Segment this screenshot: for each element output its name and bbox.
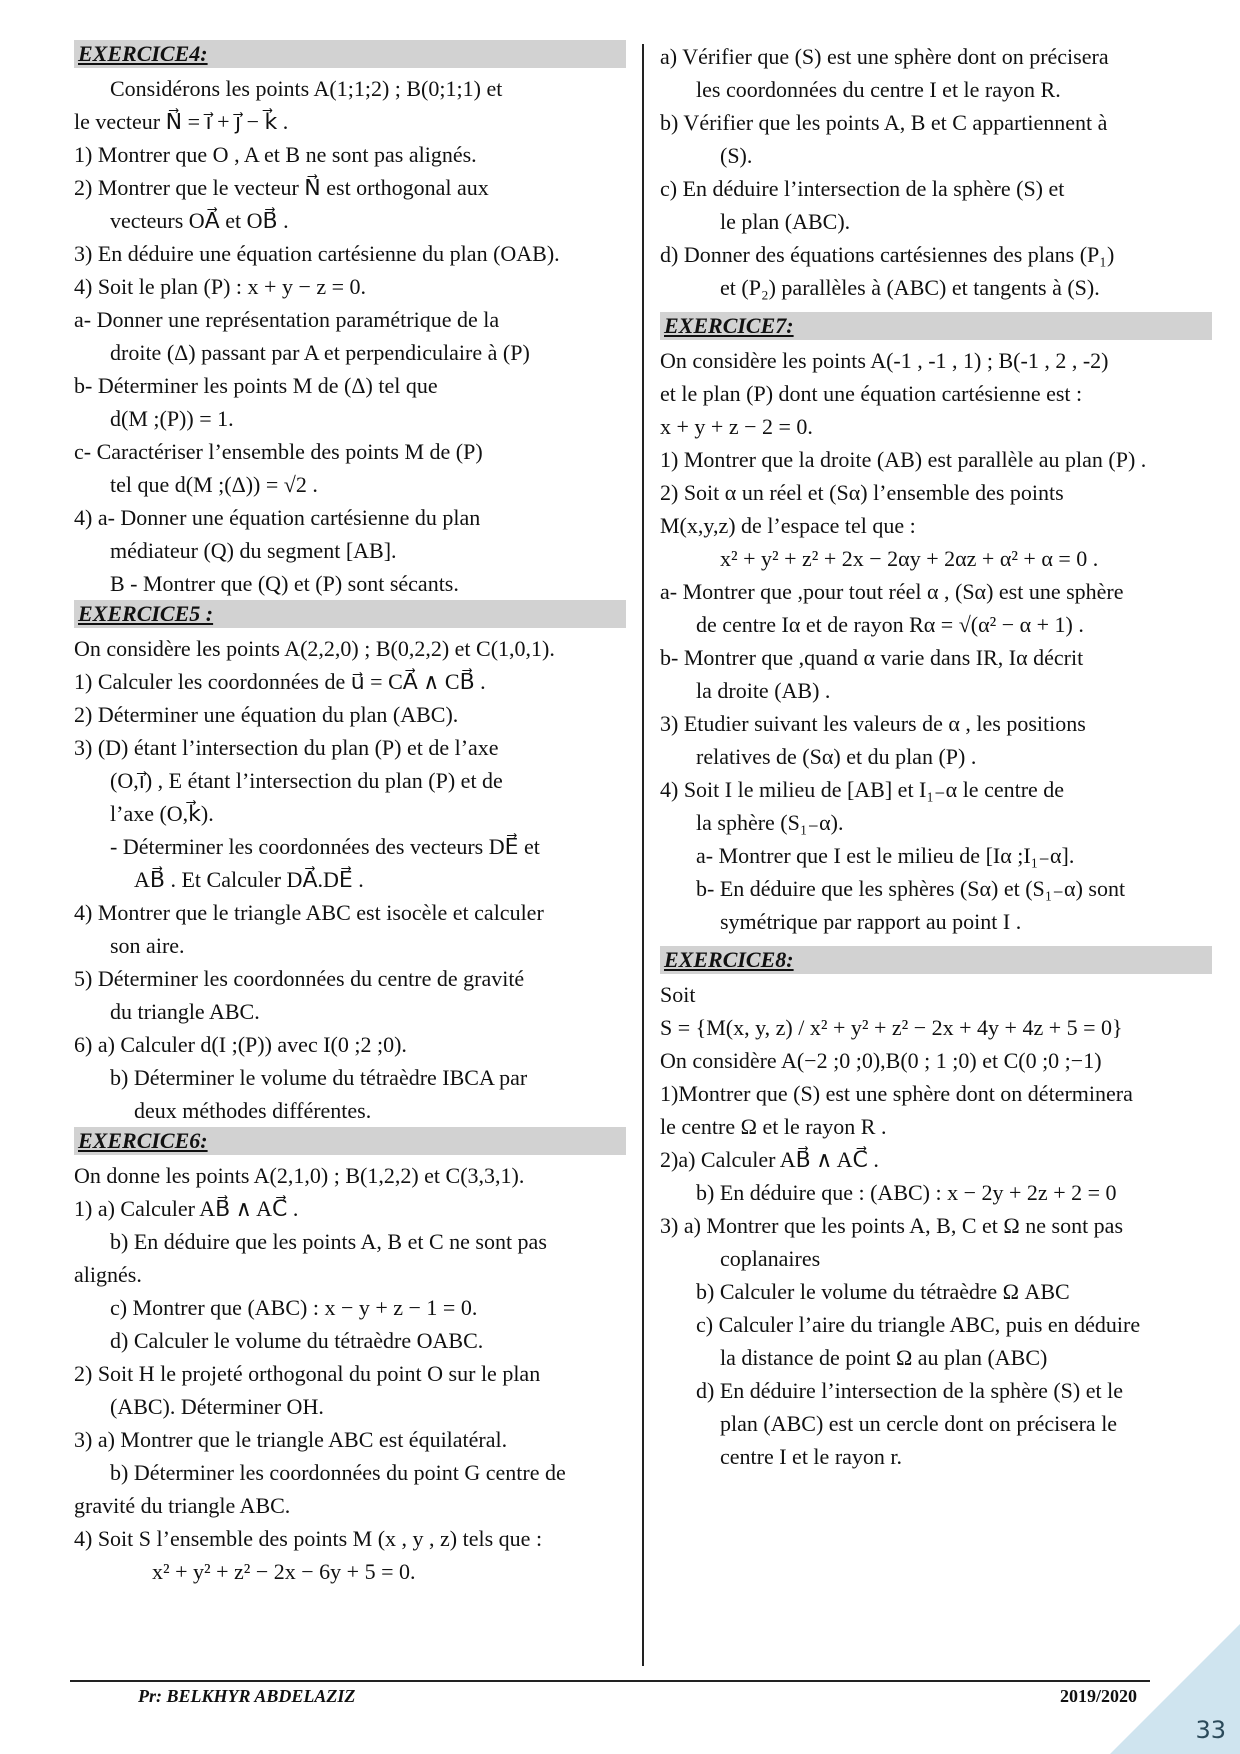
ex4-line: b- Déterminer les points M de (Δ) tel que <box>74 373 438 398</box>
ex8-line: d) En déduire l’intersection de la sphère (S) et le <box>696 1378 1124 1403</box>
ex4-line: 1) Montrer que O , A et B ne sont pas alignés. <box>74 142 477 167</box>
ex7-line: b- Montrer que ,quand α varie dans IR, Iα décrit <box>660 645 1084 670</box>
ex5-line: 2) Déterminer une équation du plan (ABC). <box>74 702 459 727</box>
ex7-line: b- En déduire que les sphères (Sα) et (S₁₋α) sont <box>696 876 1126 901</box>
ex5-line: son aire. <box>110 933 185 958</box>
footer-author: Pr: BELKHYR ABDELAZIZ <box>138 1686 356 1706</box>
ex6-line: x² + y² + z² − 2x − 6y + 5 = 0. <box>152 1559 416 1584</box>
ex8-line: On considère A(−2 ;0 ;0),B(0 ; 1 ;0) et C(0 ;0 ;−1) <box>660 1048 1102 1073</box>
ex8-line: 1)Montrer que (S) est une sphère dont on déterminera <box>660 1081 1133 1106</box>
ex4-line: droite (Δ) passant par A et perpendiculaire à (P) <box>110 340 530 365</box>
ex5-line: 6) a) Calculer d(I ;(P)) avec I(0 ;2 ;0). <box>74 1032 407 1057</box>
ex7-line: 2) Soit α un réel et (Sα) l’ensemble des points <box>660 480 1064 505</box>
ex7-line: 4) Soit I le milieu de [AB] et I₁₋α le centre de <box>660 777 1065 802</box>
ex5-line: deux méthodes différentes. <box>134 1098 372 1123</box>
ex4-line: B - Montrer que (Q) et (P) sont sécants. <box>110 571 459 596</box>
ex5-line: b) Déterminer le volume du tétraèdre IBCA par <box>110 1065 528 1090</box>
ex8-set-definition: S = {M(x, y, z) / x² + y² + z² − 2x + 4y + 4z + 5 = 0} <box>660 1015 1123 1040</box>
ex8-line: b) En déduire que : (ABC) : x − 2y + 2z + 2 = 0 <box>696 1180 1117 1205</box>
ex7-line: relatives de (Sα) et du plan (P) . <box>696 744 977 769</box>
ex4-line: 2) Montrer que le vecteur N⃗ est orthogonal aux <box>74 175 489 200</box>
ex5-line: 4) Montrer que le triangle ABC est isocèle et calculer <box>74 900 544 925</box>
ex5-line: 1) Calculer les coordonnées de u⃗ = CA⃗ ∧ CB⃗ . <box>74 669 486 694</box>
ex4-line: c- Caractériser l’ensemble des points M de (P) <box>74 439 483 464</box>
ex7-line: la droite (AB) . <box>696 678 831 703</box>
ex7-line: 3) Etudier suivant les valeurs de α , les positions <box>660 711 1086 736</box>
ex6-cont-line: le plan (ABC). <box>720 209 851 234</box>
ex6-line: d) Calculer le volume du tétraèdre OABC. <box>110 1328 484 1353</box>
ex8-line: 2)a) Calculer AB⃗ ∧ AC⃗ . <box>660 1147 879 1172</box>
ex4-line: vecteurs OA⃗ et OB⃗ . <box>110 208 289 233</box>
ex6-line: (ABC). Déterminer OH. <box>110 1394 324 1419</box>
ex5-line: du triangle ABC. <box>110 999 260 1024</box>
ex8-line: la distance de point Ω au plan (ABC) <box>720 1345 1048 1370</box>
ex5-line: AB⃗ . Et Calculer DA⃗.DE⃗ . <box>134 867 364 892</box>
ex4-line: d(M ;(P)) = 1. <box>110 406 234 431</box>
ex7-line: la sphère (S₁₋α). <box>696 810 844 835</box>
ex7-line: et le plan (P) dont une équation cartésienne est : <box>660 381 1083 406</box>
spacer <box>660 304 1212 312</box>
ex4-line: 4) a- Donner une équation cartésienne du plan <box>74 505 481 530</box>
ex8-line: b) Calculer le volume du tétraèdre Ω ABC <box>696 1279 1070 1304</box>
ex6-line: 2) Soit H le projeté orthogonal du point O sur le plan <box>74 1361 541 1386</box>
column-divider <box>642 44 644 1666</box>
ex8-line: coplanaires <box>720 1246 821 1271</box>
ex6-line: gravité du triangle ABC. <box>74 1493 291 1518</box>
ex7-line: a- Montrer que I est le milieu de [Iα ;I₁₋α]. <box>696 843 1075 868</box>
ex7-line: symétrique par rapport au point I . <box>720 909 1022 934</box>
ex6-line: b) Déterminer les coordonnées du point G centre de <box>110 1460 566 1485</box>
left-column <box>74 40 626 1588</box>
ex5-line: 3) (D) étant l’intersection du plan (P) et de l’axe <box>74 735 499 760</box>
right-column <box>660 40 1212 1473</box>
ex7-line: x + y + z − 2 = 0. <box>660 414 813 439</box>
footer-year: 2019/2020 <box>1060 1686 1138 1706</box>
ex7-line: x² + y² + z² + 2x − 2αy + 2αz + α² + α = 0 . <box>720 546 1099 571</box>
ex5-line: (O,i⃗) , E étant l’intersection du plan (P) et de <box>110 768 503 793</box>
footer-rule <box>70 1680 1150 1682</box>
ex6-cont-line: b) Vérifier que les points A, B et C appartiennent à <box>660 110 1108 135</box>
ex6-line: 4) Soit S l’ensemble des points M (x , y , z) tels que : <box>74 1526 543 1551</box>
ex6-cont-line: d) Donner des équations cartésiennes des plans (P₁) <box>660 242 1115 267</box>
ex8-line: centre I et le rayon r. <box>720 1444 903 1469</box>
ex4-line: a- Donner une représentation paramétrique de la <box>74 307 500 332</box>
exercise4-title: EXERCICE4: <box>74 40 626 68</box>
ex6-line: On donne les points A(2,1,0) ; B(1,2,2) et C(3,3,1). <box>74 1163 525 1188</box>
ex4-line: Considérons les points A(1;1;2) ; B(0;1;1) et <box>110 76 503 101</box>
ex7-line: a- Montrer que ,pour tout réel α , (Sα) est une sphère <box>660 579 1124 604</box>
ex8-line: c) Calculer l’aire du triangle ABC, puis en déduire <box>696 1312 1141 1337</box>
exercise5-title: EXERCICE5 : <box>74 600 626 628</box>
ex6-cont-line: les coordonnées du centre I et le rayon R. <box>696 77 1061 102</box>
ex5-line: On considère les points A(2,2,0) ; B(0,2,2) et C(1,0,1). <box>74 636 555 661</box>
ex6-cont-line: c) En déduire l’intersection de la sphère (S) et <box>660 176 1065 201</box>
exercise6-title: EXERCICE6: <box>74 1127 626 1155</box>
ex4-line: 3) En déduire une équation cartésienne du plan (OAB). <box>74 241 560 266</box>
ex5-line: l’axe (O,k⃗). <box>110 801 214 826</box>
ex8-line: plan (ABC) est un cercle dont on précisera le <box>720 1411 1118 1436</box>
ex6-line: b) En déduire que les points A, B et C ne sont pas <box>110 1229 547 1254</box>
ex5-line: 5) Déterminer les coordonnées du centre de gravité <box>74 966 525 991</box>
ex8-line: Soit <box>660 982 696 1007</box>
ex7-line: M(x,y,z) de l’espace tel que : <box>660 513 916 538</box>
ex6-line: 1) a) Calculer AB⃗ ∧ AC⃗ . <box>74 1196 299 1221</box>
ex7-line: On considère les points A(-1 , -1 , 1) ; B(-1 , 2 , -2) <box>660 348 1109 373</box>
ex4-line: le vecteur N⃗ = i⃗ + j⃗ − k⃗ . <box>74 109 289 134</box>
exercise7-title: EXERCICE7: <box>660 312 1212 340</box>
ex7-line: de centre Iα et de rayon Rα = √(α² − α + 1) . <box>696 612 1084 637</box>
ex4-line: médiateur (Q) du segment [AB]. <box>110 538 397 563</box>
ex8-line: le centre Ω et le rayon R . <box>660 1114 887 1139</box>
ex4-line: tel que d(M ;(Δ)) = √2 . <box>110 472 318 497</box>
exercise8-title: EXERCICE8: <box>660 946 1212 974</box>
ex4-line: 4) Soit le plan (P) : x + y − z = 0. <box>74 274 367 299</box>
ex6-line: 3) a) Montrer que le triangle ABC est équilatéral. <box>74 1427 508 1452</box>
ex7-line: 1) Montrer que la droite (AB) est parallèle au plan (P) . <box>660 447 1147 472</box>
ex8-line: 3) a) Montrer que les points A, B, C et Ω ne sont pas <box>660 1213 1124 1238</box>
ex6-cont-line: (S). <box>720 143 753 168</box>
ex6-line: alignés. <box>74 1262 142 1287</box>
ex5-line: - Déterminer les coordonnées des vecteurs DE⃗ et <box>110 834 540 859</box>
ex6-cont-line: a) Vérifier que (S) est une sphère dont on précisera <box>660 44 1109 69</box>
ex6-cont-line: et (P₂) parallèles à (ABC) et tangents à (S). <box>720 275 1100 300</box>
page-number: 33 <box>1195 1716 1226 1744</box>
ex6-line: c) Montrer que (ABC) : x − y + z − 1 = 0. <box>110 1295 478 1320</box>
spacer <box>660 938 1212 946</box>
